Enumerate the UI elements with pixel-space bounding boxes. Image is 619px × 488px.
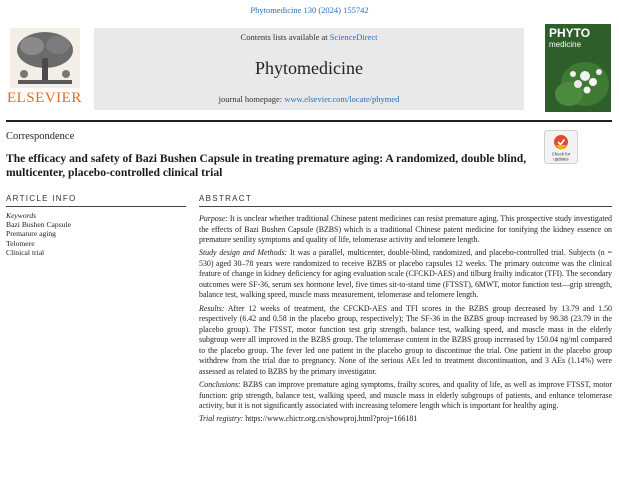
keyword-item: Telomere bbox=[6, 238, 35, 248]
journal-header bbox=[0, 22, 619, 117]
contents-prefix: Contents lists available at bbox=[240, 32, 330, 42]
results-text: After 12 weeks of treatment, the CFCKD-AES and TFI scores in the BZBS group decreased by 13.79 and 1.50 respectively (6.42 and 0.58 in the placebo group, respectively); The SF-36 in the BZBS group increased by 98.38 (23.79 in the placebo group). The FTSST, motor function test grip strength, balance test, walking speed, and muscle mass in the elderly subgroup were all improved in the BZBS group. The telomerase content in the BZBS group increased by 150.04 ng/ml compared to the placebo group. The fever led one patient in the placebo group to discontinue the trial. One patient in the placebo group withdrew from the trial due to pregnancy. None of the serious AEs led to treatment discontinuation, and 3 AEs (1.14%) were assessed as related to BZBS by the primary investigator. bbox=[199, 303, 612, 376]
check-badge-line1: Check for bbox=[551, 151, 571, 157]
journal-cover[interactable] bbox=[545, 24, 611, 112]
keywords-block bbox=[6, 211, 186, 257]
check-badge-line2: updates bbox=[553, 156, 569, 162]
journal-title: Phytomedicine bbox=[255, 58, 363, 78]
abstract-rule bbox=[199, 206, 612, 207]
abstract-registry bbox=[199, 414, 612, 425]
abstract-design bbox=[199, 248, 612, 301]
registry-link[interactable]: https://www.chictr.org.cn/showproj.html?proj=166181 bbox=[243, 414, 418, 424]
design-text: It was a parallel, multicenter, double-blind, randomized, and placebo-controlled trial. Subjects (n = 530) aged 30–78 years were randomized to receive BZBS or placebo capsules 12 weeks. The primary outcome was the clinical feature of change in kidney deficiency for aging evaluation scale (CFCKD-AES) and tilburg frailty indicator (TFI). The secondary outcomes were SF-36, serum sex hormone level, five times sit-to-stand time (FTSST), 6MWT, motor function test—grip strength, balance test, walking speed, muscle mass measurement, telomerase and telomere length. bbox=[199, 248, 613, 300]
check-for-updates-icon bbox=[544, 130, 578, 164]
publisher-name: ELSEVIER bbox=[7, 90, 82, 106]
journal-info-box bbox=[94, 28, 524, 110]
check-for-updates-badge[interactable] bbox=[544, 130, 578, 164]
abstract-results bbox=[199, 304, 612, 378]
keyword-item: Bazi Bushen Capsule bbox=[6, 220, 71, 230]
elsevier-logo[interactable] bbox=[4, 24, 92, 112]
purpose-label: Purpose: bbox=[199, 214, 228, 223]
results-label: Results: bbox=[199, 303, 225, 313]
keyword-item: Clinical trial bbox=[6, 247, 45, 257]
abstract-purpose bbox=[199, 214, 612, 246]
cover-title-line1: PHYTO bbox=[549, 26, 591, 40]
article-info-rule bbox=[6, 206, 186, 207]
purpose-text: It is unclear whether traditional Chinese patent medicines can resist premature aging. This prospective study investigated the effects of Bazi Bushen Capsule (BZBS) which is a traditional Chinese patent medicine for tonifying the kidney essence on premature senility symptoms and quality of life, telomerase activity and telomere length. bbox=[199, 214, 612, 245]
homepage-prefix: journal homepage: bbox=[218, 94, 285, 104]
journal-citation[interactable]: Phytomedicine 130 (2024) 155742 bbox=[250, 5, 369, 15]
keywords-label: Keywords bbox=[6, 211, 37, 220]
cover-title bbox=[549, 28, 590, 50]
registry-label: Trial registry: bbox=[199, 414, 244, 424]
article-info-heading: ARTICLE INFO bbox=[6, 194, 77, 203]
conclusions-text: BZBS can improve premature aging symptoms, frailty scores, and quality of life, as well as improve FTSST, motor function: grip strength, balance test, walking speed, and muscle mass in elderly subgroups of patients, and enhance telomerase activity, but it is not significantly associated with increasing telomere length which is important for healthy aging. bbox=[199, 379, 612, 411]
elsevier-tree-icon bbox=[10, 28, 80, 88]
article-title: The efficacy and safety of Bazi Bushen Capsule in treating premature aging: A randomized, double blind, multicenter, placebo-controlled clinical trial bbox=[6, 152, 527, 179]
homepage-line bbox=[94, 94, 524, 104]
article-type: Correspondence bbox=[6, 131, 75, 142]
sciencedirect-link[interactable]: ScienceDirect bbox=[329, 32, 378, 42]
keyword-item: Premature aging bbox=[6, 229, 56, 239]
design-label: Study design and Methods: bbox=[199, 248, 288, 258]
abstract-conclusions bbox=[199, 380, 612, 412]
contents-line bbox=[94, 32, 524, 42]
header-divider bbox=[6, 120, 612, 122]
cover-title-line2: medicine bbox=[549, 40, 582, 49]
conclusions-label: Conclusions: bbox=[199, 379, 241, 389]
abstract-body bbox=[199, 214, 612, 427]
abstract-heading: ABSTRACT bbox=[199, 194, 253, 203]
homepage-link[interactable]: www.elsevier.com/locate/phymed bbox=[284, 94, 400, 104]
